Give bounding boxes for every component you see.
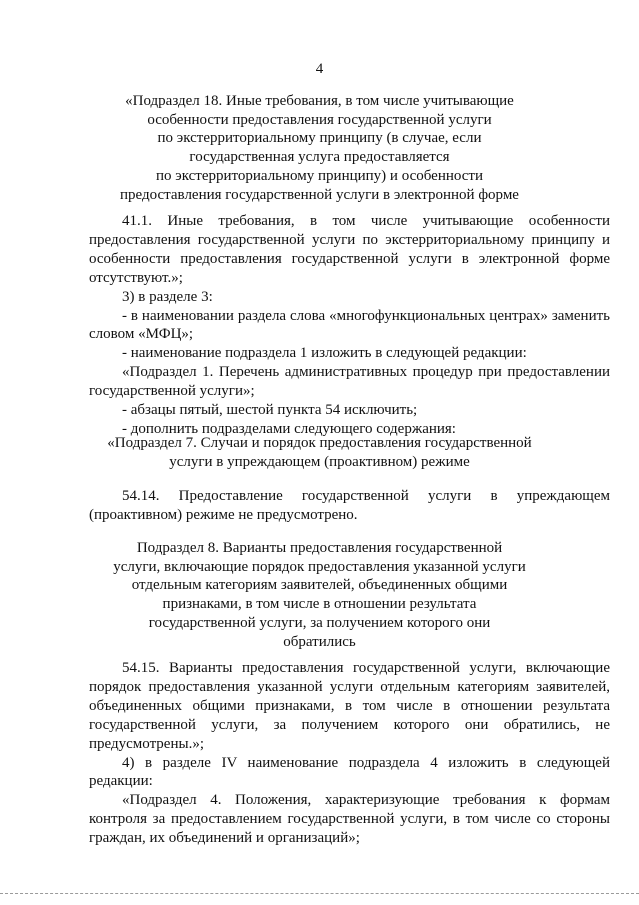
heading-line: предоставления государственной услуги в электронной форме (120, 186, 519, 203)
body-block-2 (89, 487, 610, 525)
heading-line: по экстерриториальному принципу (в случае, если (157, 130, 482, 147)
heading-line: услуги в упреждающем (проактивном) режиме (169, 453, 470, 470)
heading-line: признаками, в том числе в отношении результата (162, 596, 477, 613)
paragraph-dash-4: - дополнить подразделами следующего содержания: (122, 420, 456, 437)
heading-line: обратились (283, 633, 356, 650)
heading-subsection-8 (0, 539, 639, 651)
paragraph-54-15: 54.15. Варианты предоставления государственной услуги, включающие порядок предоставления указанной услуги отдельным категориям заявителей, объединенных общими признаками, в том числе в отношении результата государственной услуги, за получением которого они обратились, не предусмотрены.»; (89, 660, 610, 752)
heading-line: отдельным категориям заявителей, объединенных общими (131, 577, 508, 594)
heading-line: по экстерриториальному принципу) и особенности (156, 167, 483, 184)
body-block-1 (89, 212, 610, 439)
body-block-3 (89, 659, 610, 848)
paragraph-dash-3: - абзацы пятый, шестой пункта 54 исключить; (122, 402, 418, 419)
paragraph-quote-subsection-1: «Подраздел 1. Перечень административных процедур при предоставлении государственной услуги»; (89, 364, 610, 400)
heading-line: Подраздел 8. Варианты предоставления государственной (136, 540, 503, 556)
bottom-divider (0, 893, 639, 894)
heading-subsection-18 (0, 92, 639, 204)
heading-subsection-7 (0, 434, 639, 471)
heading-line: услуги, включающие порядок предоставления указанной услуги (113, 558, 526, 575)
heading-line: особенности предоставления государственной услуги (147, 111, 492, 128)
paragraph-dash-1: - в наименовании раздела слова «многофункциональных центрах» заменить словом «МФЦ»; (89, 307, 610, 343)
paragraph-item-4: 4) в разделе IV наименование подраздела 4 изложить в следующей редакции: (89, 754, 610, 790)
heading-line: «Подраздел 18. Иные требования, в том числе учитывающие (125, 93, 514, 109)
paragraph-54-14: 54.14. Предоставление государственной услуги в упреждающем (проактивном) режиме не предусмотрено. (89, 488, 610, 523)
paragraph-41-1: 41.1. Иные требования, в том числе учитывающие особенности предоставления государственной услуги по экстерриториальному принципу и особенности предоставления государственной услуги в электронной форме отсутствуют.»; (89, 213, 610, 286)
paragraph-item-3: 3) в разделе 3: (122, 288, 213, 305)
paragraph-dash-2: - наименование подраздела 1 изложить в следующей редакции: (122, 345, 527, 362)
heading-line: государственная услуга предоставляется (189, 149, 450, 166)
heading-line: государственной услуги, за получением которого они (148, 614, 491, 631)
page-number: 4 (315, 61, 324, 77)
paragraph-quote-subsection-4: «Подраздел 4. Положения, характеризующие требования к формам контроля за предоставлением государственной услуги, в том числе со стороны граждан, их объединений и организаций»; (89, 792, 610, 847)
heading-line: «Подраздел 7. Случаи и порядок предоставления государственной (107, 435, 532, 451)
